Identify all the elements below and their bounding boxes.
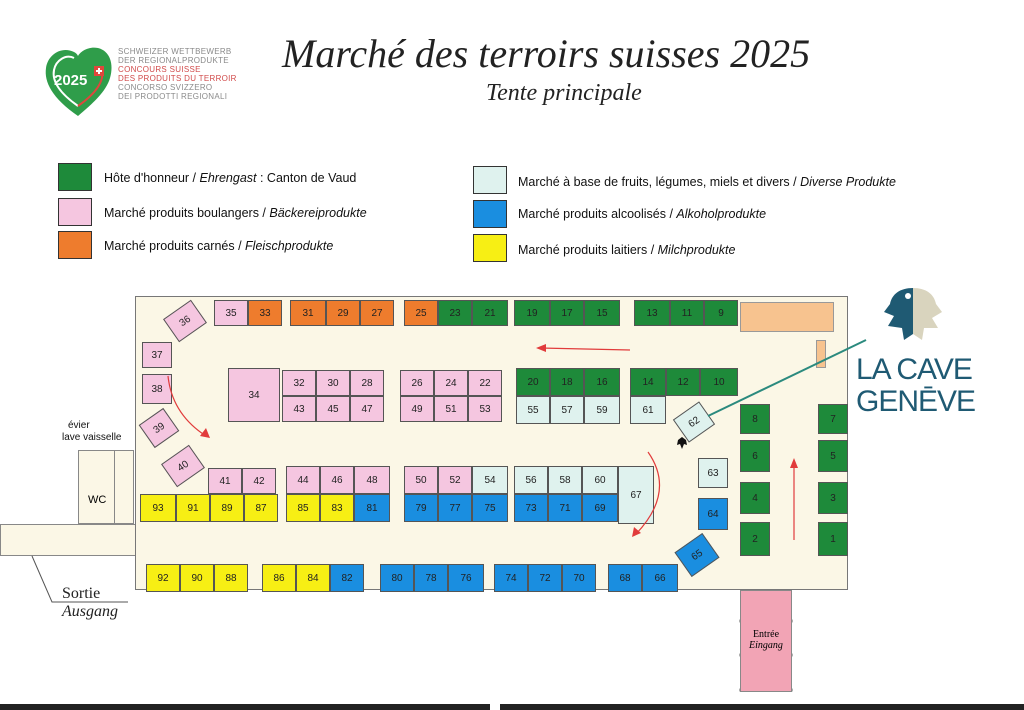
geneva-eagle-key-icon xyxy=(878,282,948,346)
stand-number: 92 xyxy=(157,572,169,584)
stand-number: 25 xyxy=(415,307,427,319)
stand-number: 72 xyxy=(539,572,551,584)
sponsor-name xyxy=(856,354,975,418)
stand-number: 48 xyxy=(366,474,378,486)
stand-number: 2 xyxy=(752,533,758,545)
stand-number: 40 xyxy=(175,458,191,474)
stand-number: 23 xyxy=(449,307,461,319)
stand-number: 7 xyxy=(830,413,836,425)
bottom-edge-right xyxy=(500,704,1024,710)
stand-number: 27 xyxy=(371,307,383,319)
page-subtitle: Tente principale xyxy=(486,80,642,106)
wc-label: WC xyxy=(88,494,107,506)
stand-number: 43 xyxy=(293,403,305,415)
stand-number: 56 xyxy=(525,474,537,486)
stand-number: 82 xyxy=(341,572,353,584)
stand-number: 73 xyxy=(525,502,537,514)
stand-number: 81 xyxy=(366,502,378,514)
bottom-edge xyxy=(0,704,490,710)
stand-number: 78 xyxy=(425,572,437,584)
sponsor-logo xyxy=(878,282,948,346)
stand-number: 20 xyxy=(527,376,539,388)
stand-number: 38 xyxy=(151,383,163,395)
legend-label-laitiers: Marché produits laitiers / Milchprodukte xyxy=(518,243,736,257)
stand-number: 66 xyxy=(654,572,666,584)
logo-line: DER REGIONALPRODUKTE xyxy=(118,56,229,65)
stand-number: 68 xyxy=(619,572,631,584)
stand-number: 54 xyxy=(484,474,496,486)
stand-number: 90 xyxy=(191,572,203,584)
stand-number: 52 xyxy=(449,474,461,486)
geneva-eagle-small-icon xyxy=(676,436,688,450)
legend-label-honneur: Hôte d'honneur / Ehrengast : Canton de Vaud xyxy=(104,171,357,185)
logo-line: CONCOURS SUISSE xyxy=(118,65,201,74)
stand-number: 50 xyxy=(415,474,427,486)
stand-number: 46 xyxy=(331,474,343,486)
stand-number: 12 xyxy=(677,376,689,388)
stand-number: 89 xyxy=(221,502,233,514)
stand-number: 42 xyxy=(253,475,265,487)
stand-number: 14 xyxy=(642,376,654,388)
logo-line: DEI PRODOTTI REGIONALI xyxy=(118,92,228,101)
stand-number: 53 xyxy=(479,403,491,415)
stand-number: 9 xyxy=(718,307,724,319)
logo-line: CONCORSO SVIZZERO xyxy=(118,83,213,92)
stand-number: 75 xyxy=(484,502,496,514)
stand-number: 30 xyxy=(327,377,339,389)
stand-number: 69 xyxy=(594,502,606,514)
page-title: Marché des terroirs suisses 2025 xyxy=(282,31,811,76)
stand-number: 76 xyxy=(460,572,472,584)
stand-number: 77 xyxy=(449,502,461,514)
entrance xyxy=(740,590,792,692)
logo-line: DES PRODUITS DU TERROIR xyxy=(118,74,237,83)
stand-number: 64 xyxy=(707,508,719,520)
stand-number: 16 xyxy=(596,376,608,388)
stand-number: 36 xyxy=(177,313,193,329)
stand-number: 41 xyxy=(219,475,231,487)
legend-label-carnes: Marché produits carnés / Fleischprodukte xyxy=(104,239,334,253)
eingang-label: Eingang xyxy=(749,640,783,651)
stand-number: 51 xyxy=(445,403,457,415)
stand-number: 1 xyxy=(830,533,836,545)
stand-number: 65 xyxy=(689,547,705,563)
stand-number: 45 xyxy=(327,403,339,415)
stand-number: 29 xyxy=(337,307,349,319)
stand-number: 13 xyxy=(646,307,658,319)
logo-year: 2025 xyxy=(54,72,88,89)
stand-number: 57 xyxy=(561,404,573,416)
stand-number: 80 xyxy=(391,572,403,584)
stand-number: 3 xyxy=(830,492,836,504)
stand-number: 63 xyxy=(707,467,719,479)
legend-label-boulangers: Marché produits boulangers / Bäckereiprodukte xyxy=(104,206,367,220)
stand-number: 58 xyxy=(559,474,571,486)
stand-number: 87 xyxy=(255,502,267,514)
stand-number: 17 xyxy=(561,307,573,319)
logo-line: SCHWEIZER WETTBEWERB xyxy=(118,47,232,56)
stand-number: 28 xyxy=(361,377,373,389)
stand-number: 60 xyxy=(594,474,606,486)
stand-number: 26 xyxy=(411,377,423,389)
stand-number: 71 xyxy=(559,502,571,514)
stand-number: 35 xyxy=(225,307,237,319)
sponsor-line-2: GENĒVE xyxy=(856,385,976,418)
stand-number: 8 xyxy=(752,413,758,425)
stand-number: 61 xyxy=(642,404,654,416)
lave-vaisselle-label: lave vaisselle xyxy=(62,432,122,443)
stand-number: 74 xyxy=(505,572,517,584)
stand-number: 19 xyxy=(526,307,538,319)
stand-number: 44 xyxy=(297,474,309,486)
exit-label-de: Ausgang xyxy=(62,603,118,620)
arrow-icon xyxy=(168,348,794,540)
legend-label-alcool: Marché produits alcoolisés / Alkoholprodukte xyxy=(518,207,767,221)
stand-number: 86 xyxy=(273,572,285,584)
stand-number: 91 xyxy=(187,502,199,514)
exit-label: Sortie xyxy=(62,585,101,602)
stand-number: 49 xyxy=(411,403,423,415)
stand-number: 83 xyxy=(331,502,343,514)
stand-number: 33 xyxy=(259,307,271,319)
stand-number: 4 xyxy=(752,492,758,504)
legend-label-fruits: Marché à base de fruits, légumes, miels et divers / Diverse Produkte xyxy=(518,175,896,189)
stand-number: 21 xyxy=(484,307,496,319)
stand-number: 67 xyxy=(630,489,642,501)
stand-number: 84 xyxy=(307,572,319,584)
stand-number: 15 xyxy=(596,307,608,319)
stand-number: 88 xyxy=(225,572,237,584)
entree-label: Entrée xyxy=(752,629,780,640)
stand-number: 6 xyxy=(752,450,758,462)
evier-label: évier xyxy=(68,420,90,431)
stand-number: 22 xyxy=(479,377,491,389)
stand-number: 11 xyxy=(681,307,693,319)
stand-number: 47 xyxy=(361,403,373,415)
stand-number: 31 xyxy=(302,307,314,319)
stand-number: 34 xyxy=(248,389,260,401)
stand-number: 10 xyxy=(713,376,725,388)
stand-number: 70 xyxy=(573,572,585,584)
stand-number: 37 xyxy=(151,349,163,361)
stand-number: 79 xyxy=(415,502,427,514)
stand-number: 39 xyxy=(151,420,167,436)
stand-number: 24 xyxy=(445,377,457,389)
stand-number: 59 xyxy=(596,404,608,416)
stand-number: 5 xyxy=(830,450,836,462)
stand-number: 62 xyxy=(686,414,702,430)
stand-number: 18 xyxy=(561,376,573,388)
stand-number: 93 xyxy=(152,502,164,514)
stand-number: 55 xyxy=(527,404,539,416)
sponsor-line-1: LA CAVE xyxy=(856,353,972,386)
stand-number: 85 xyxy=(297,502,309,514)
stand-number: 32 xyxy=(293,377,305,389)
